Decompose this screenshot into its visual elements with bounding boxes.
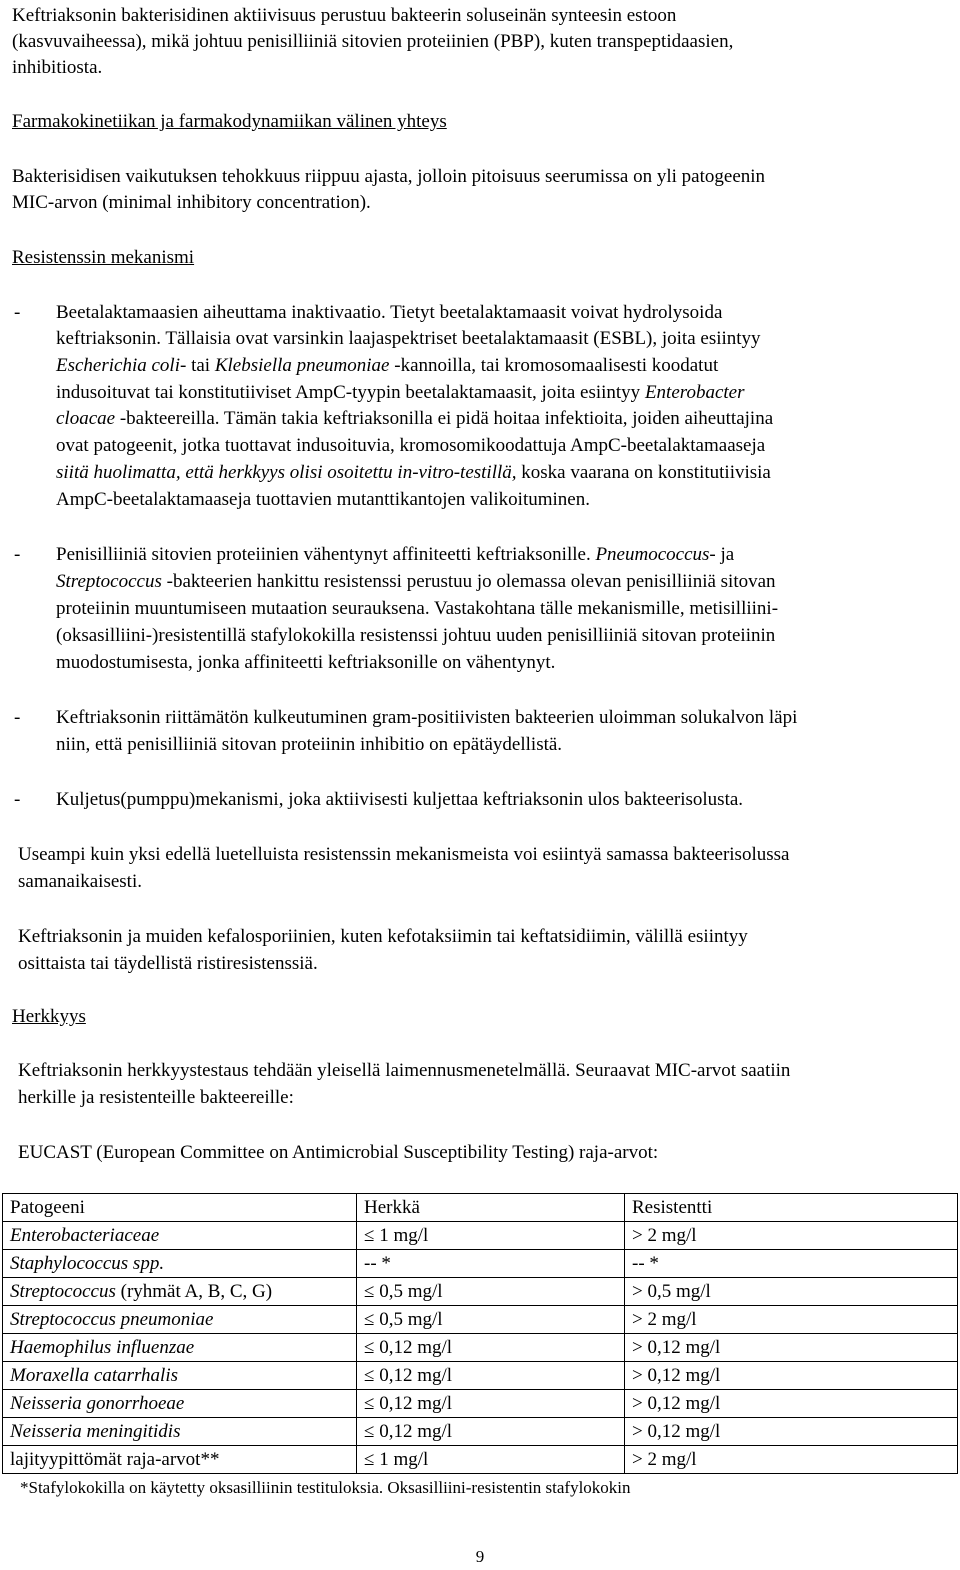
pathogen-cell [3, 1250, 357, 1278]
table-row [3, 1390, 958, 1418]
resistant-value: -- * [625, 1250, 958, 1278]
column-header-pathogen: Patogeeni [3, 1194, 357, 1222]
italic-phrase: siitä huolimatta, että herkkyys olisi osoitettu in-vitro-testillä, [56, 462, 517, 483]
less-equal-symbol: ≤ [364, 1393, 375, 1414]
intro-line-3: inhibitiosta. [12, 57, 103, 78]
susceptible-value: 0,12 mg/l [379, 1365, 453, 1386]
bullet-2-line-3: proteiinin muuntumiseen mutaation seurauksena. Vastakohtana tälle mekanismille, metisilliini- [56, 598, 779, 619]
susceptible-cell [357, 1362, 625, 1390]
text-segment: -kannoilla, tai kromosomaalisesti koodatut [389, 355, 719, 376]
organism-name: cloacae [56, 408, 116, 429]
organism-name: Klebsiella pneumoniae [214, 355, 390, 376]
susceptibility-line-2: herkille ja resistenteille bakteereille: [18, 1087, 294, 1108]
bullet-dash: - [14, 302, 21, 323]
bullet-1-line-2: keftriaksonin. Tällaisia ovat varsinkin laajaspektriset beetalaktamaasit (ESBL), joita esiintyy [56, 328, 761, 349]
susceptible-cell [357, 1222, 625, 1250]
bullet-dash: - [14, 544, 21, 565]
susceptible-cell [357, 1278, 625, 1306]
pathogen-cell [3, 1306, 357, 1334]
bullet-2-line-5: muodostumisesta, jonka affiniteetti keftriaksonille on vähentynyt. [56, 652, 556, 673]
bullet-3-line-2: niin, että penisilliiniä sitovan proteiinin inhibitio on epätäydellistä. [56, 734, 563, 755]
pathogen-name: Staphylococcus spp. [10, 1252, 165, 1274]
resistant-value: > 2 mg/l [625, 1446, 958, 1474]
pathogen-cell [3, 1334, 357, 1362]
mic-breakpoint-table [2, 1193, 958, 1474]
pathogen-name: Streptococcus [10, 1280, 116, 1302]
table-footnote: *Stafylokokilla on käytetty oksasilliinin testituloksia. Oksasilliini-resistentin stafylokokin [20, 1478, 631, 1497]
less-equal-symbol: ≤ [364, 1449, 375, 1470]
less-equal-symbol: ≤ [364, 1365, 375, 1386]
pathogen-qualifier: lajityypittömät raja-arvot** [10, 1448, 220, 1470]
bullet-2-line-2 [56, 569, 956, 595]
bullet-1-line-6: ovat patogeenit, jotka tuottavat indusoituvia, kromosomikoodattuja AmpC-beetalaktamaaseja [56, 435, 766, 456]
table-row [3, 1250, 958, 1278]
pathogen-name: Streptococcus pneumoniae [10, 1308, 214, 1330]
susceptibility-line-1: Keftriaksonin herkkyystestaus tehdään yleisellä laimennusmenetelmällä. Seuraavat MIC-arvot saatiin [18, 1060, 791, 1081]
organism-name: Streptococcus [56, 571, 162, 592]
less-equal-symbol: ≤ [364, 1309, 375, 1330]
pathogen-name: Haemophilus influenzae [10, 1336, 195, 1358]
table-row [3, 1446, 958, 1474]
cross-resistance-line-1: Keftriaksonin ja muiden kefalosporiinien, kuten kefotaksiimin tai keftatsidiimin, välillä esiintyy [18, 926, 748, 947]
susceptible-cell [357, 1418, 625, 1446]
eucast-heading: EUCAST (European Committee on Antimicrobial Susceptibility Testing) raja-arvot: [18, 1142, 659, 1163]
text-segment: Penisilliiniä sitovien proteiinien vähentynyt affiniteetti keftriaksonille. [56, 544, 596, 565]
susceptibility-heading: Herkkyys [12, 1006, 86, 1027]
text-segment: -bakteerien hankittu resistenssi perustuu jo olemassa olevan penisilliiniä sitovan [161, 571, 776, 592]
resistant-value: > 2 mg/l [625, 1306, 958, 1334]
pathogen-qualifier: (ryhmät A, B, C, G) [115, 1280, 273, 1302]
table-row [3, 1222, 958, 1250]
bullet-1-line-3 [56, 353, 956, 379]
resistant-value: > 0,12 mg/l [625, 1362, 958, 1390]
bullet-1-line-1: Beetalaktamaasien aiheuttama inaktivaatio. Tietyt beetalaktamaasit voivat hydrolysoida [56, 302, 723, 323]
susceptible-cell [357, 1334, 625, 1362]
organism-name: Escherichia coli- [56, 355, 187, 376]
susceptible-value: 0,5 mg/l [379, 1281, 443, 1302]
table-body [3, 1222, 958, 1474]
column-header-susceptible: Herkkä [357, 1194, 625, 1222]
column-header-resistant: Resistentti [625, 1194, 958, 1222]
cross-resistance-line-2: osittaista tai täydellistä ristiresistenssiä. [18, 953, 318, 974]
bullet-1-line-8: AmpC-beetalaktamaaseja tuottavien mutanttikantojen valikoituminen. [56, 489, 590, 510]
susceptible-value: 0,5 mg/l [379, 1309, 443, 1330]
pathogen-cell [3, 1446, 357, 1474]
resistant-value: > 2 mg/l [625, 1222, 958, 1250]
pathogen-cell [3, 1418, 357, 1446]
text-segment: tai [186, 355, 215, 376]
bullet-1-line-7 [56, 460, 956, 486]
bullet-dash: - [14, 789, 21, 810]
bullet-1-line-4 [56, 380, 956, 406]
bullet-3-line-1: Keftriaksonin riittämätön kulkeutuminen gram-positiivisten bakteerien uloimman solukalvon läpi [56, 707, 798, 728]
bullet-1-line-5 [56, 406, 956, 432]
susceptible-value: 0,12 mg/l [379, 1337, 453, 1358]
table-row [3, 1278, 958, 1306]
text-segment: indusoituvat tai konstitutiiviset AmpC-tyypin beetalaktamaasit, joita esiintyy [56, 382, 645, 403]
susceptible-value: 1 mg/l [379, 1225, 429, 1246]
pathogen-cell [3, 1278, 357, 1306]
susceptible-cell [357, 1446, 625, 1474]
page-number: 9 [475, 1547, 485, 1566]
organism-name: Enterobacter [644, 382, 745, 403]
resistant-value: > 0,12 mg/l [625, 1390, 958, 1418]
susceptible-cell [357, 1250, 625, 1278]
table-row [3, 1306, 958, 1334]
susceptible-value: 0,12 mg/l [379, 1421, 453, 1442]
susceptible-cell [357, 1390, 625, 1418]
table-row [3, 1418, 958, 1446]
bullet-4-line-1: Kuljetus(pumppu)mekanismi, joka aktiivisesti kuljettaa keftriaksonin ulos bakteerisolusta. [56, 789, 744, 810]
text-segment: ja [715, 544, 735, 565]
bullet-2-line-1 [56, 542, 956, 568]
susceptible-value: 1 mg/l [379, 1449, 429, 1470]
intro-line-1: Keftriaksonin bakterisidinen aktiivisuus perustuu bakteerin soluseinän synteesin estoon [12, 5, 677, 26]
multi-mechanism-line-2: samanaikaisesti. [18, 871, 142, 892]
susceptible-value: -- * [364, 1252, 391, 1274]
less-equal-symbol: ≤ [364, 1337, 375, 1358]
pathogen-name: Neisseria gonorrhoeae [10, 1392, 185, 1414]
table-header-row [3, 1194, 958, 1222]
less-equal-symbol: ≤ [364, 1281, 375, 1302]
pathogen-name: Neisseria meningitidis [10, 1420, 181, 1442]
pathogen-name: Moraxella catarrhalis [10, 1364, 179, 1386]
organism-name: Pneumococcus- [595, 544, 716, 565]
intro-line-2: (kasvuvaiheessa), mikä johtuu penisilliiniä sitovien proteiinien (PBP), kuten transpeptidaasien, [12, 31, 734, 52]
table-row [3, 1334, 958, 1362]
pathogen-cell [3, 1390, 357, 1418]
table-row [3, 1362, 958, 1390]
resistance-heading: Resistenssin mekanismi [12, 247, 195, 268]
text-segment: koska vaarana on konstitutiivisia [516, 462, 771, 483]
bullet-dash: - [14, 707, 21, 728]
resistant-value: > 0,12 mg/l [625, 1418, 958, 1446]
pkpd-line-2: MIC-arvon (minimal inhibitory concentration). [12, 192, 371, 213]
pathogen-name: Enterobacteriaceae [10, 1224, 160, 1246]
multi-mechanism-line-1: Useampi kuin yksi edellä luetelluista resistenssin mekanismeista voi esiintyä samassa bakteerisolussa [18, 844, 790, 865]
pathogen-cell [3, 1362, 357, 1390]
text-segment: -bakteereilla. Tämän takia keftriaksonilla ei pidä hoitaa infektioita, joiden aiheuttajina [115, 408, 774, 429]
bullet-2-line-4: (oksasilliini-)resistentillä stafylokokilla resistenssi johtuu uuden penisilliiniä sitovan proteiinin [56, 625, 776, 646]
less-equal-symbol: ≤ [364, 1225, 375, 1246]
resistant-value: > 0,12 mg/l [625, 1334, 958, 1362]
less-equal-symbol: ≤ [364, 1421, 375, 1442]
pathogen-cell [3, 1222, 357, 1250]
susceptible-value: 0,12 mg/l [379, 1393, 453, 1414]
susceptible-cell [357, 1306, 625, 1334]
resistant-value: > 0,5 mg/l [625, 1278, 958, 1306]
pkpd-line-1: Bakterisidisen vaikutuksen tehokkuus riippuu ajasta, jolloin pitoisuus seerumissa on yli patogeenin [12, 166, 766, 187]
pkpd-heading: Farmakokinetiikan ja farmakodynamiikan välinen yhteys [12, 111, 447, 132]
